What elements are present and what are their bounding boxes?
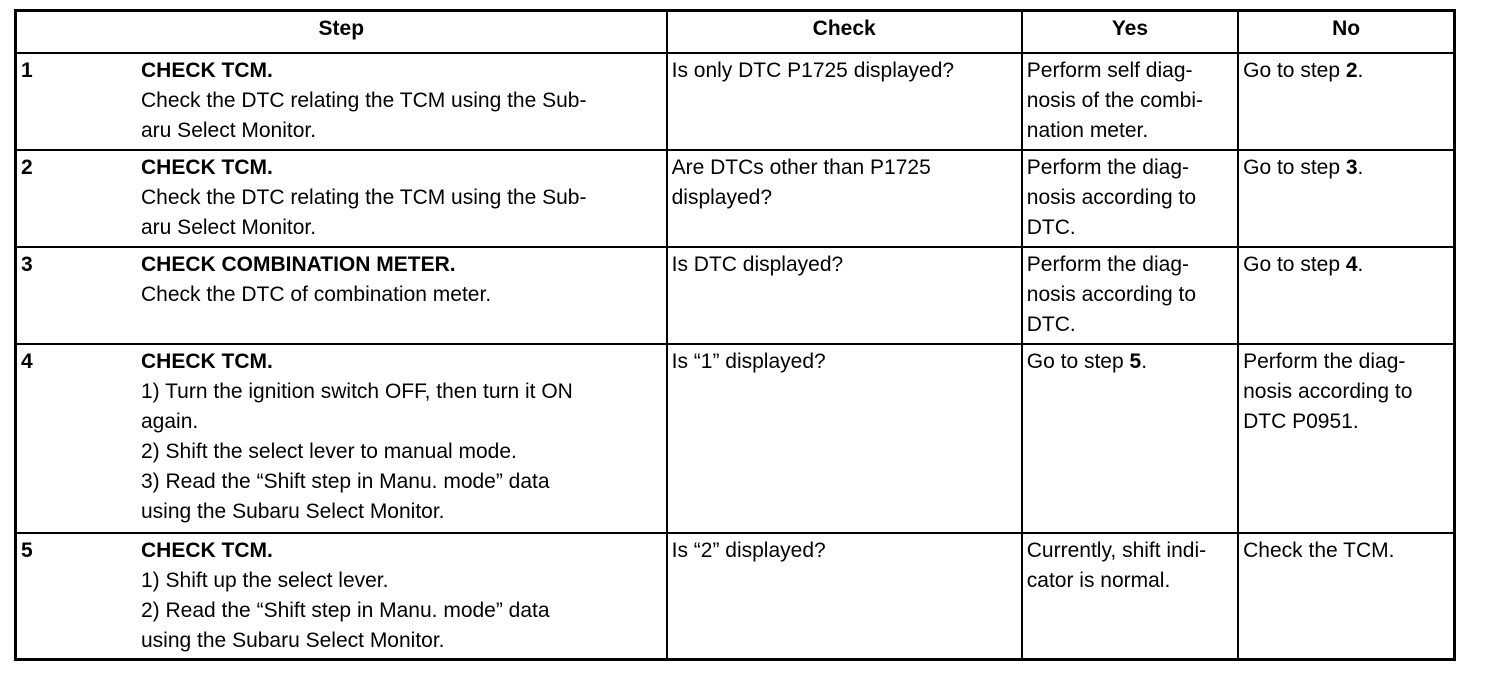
no-cell	[1238, 53, 1454, 150]
step-text: aru Select Monitor.	[141, 216, 317, 239]
step-text: Check the DTC of combination meter.	[141, 283, 492, 306]
step-text: Check the DTC relating the TCM using the Sub-	[141, 89, 587, 112]
step-title: CHECK TCM.	[141, 59, 273, 82]
check-text: Is only DTC P1725 displayed?	[671, 59, 955, 82]
step-cell	[16, 53, 667, 150]
step-text: Check the DTC relating the TCM using the Sub-	[141, 186, 587, 209]
step-text: 2) Shift the select lever to manual mode.	[141, 440, 517, 463]
step-number: 2	[21, 156, 33, 179]
yes-text: nosis according to	[1026, 186, 1197, 209]
step-cell	[16, 150, 667, 247]
header-check: Check	[667, 11, 1022, 54]
yes-text: nosis of the combi-	[1026, 89, 1204, 112]
yes-text: Perform self diag-	[1026, 59, 1193, 82]
step-title: CHECK COMBINATION METER.	[141, 253, 456, 276]
step-number: 1	[21, 59, 33, 82]
no-cell	[1238, 344, 1454, 533]
no-step-ref: 3	[1345, 156, 1358, 179]
yes-text-suffix: .	[1141, 350, 1148, 373]
yes-step-ref: 5	[1129, 350, 1142, 373]
yes-text: Perform the diag-	[1026, 156, 1190, 179]
check-text: Are DTCs other than P1725	[671, 156, 931, 179]
check-cell	[667, 344, 1022, 533]
no-text-suffix: .	[1357, 253, 1364, 276]
no-cell	[1238, 533, 1454, 659]
step-title: CHECK TCM.	[141, 350, 273, 373]
check-text: Is “2” displayed?	[671, 539, 826, 562]
yes-text: nosis according to	[1026, 283, 1197, 306]
no-text-suffix: .	[1357, 156, 1364, 179]
header-yes: Yes	[1022, 11, 1238, 54]
step-text: 1) Turn the ignition switch OFF, then turn it ON	[141, 380, 573, 403]
no-cell	[1238, 247, 1454, 344]
no-cell	[1238, 150, 1454, 247]
no-text: Go to step	[1243, 253, 1346, 276]
no-text: Perform the diag-	[1243, 350, 1406, 373]
yes-text: Go to step	[1026, 350, 1130, 373]
step-title: CHECK TCM.	[141, 539, 273, 562]
table-row	[16, 344, 1455, 533]
no-step-ref: 4	[1345, 253, 1358, 276]
yes-text: Perform the diag-	[1026, 253, 1190, 276]
step-text: 3) Read the “Shift step in Manu. mode” data	[141, 470, 550, 493]
step-title: CHECK TCM.	[141, 156, 273, 179]
check-cell	[667, 150, 1022, 247]
table-row	[16, 247, 1455, 344]
yes-cell	[1022, 247, 1238, 344]
yes-text: nation meter.	[1026, 119, 1149, 142]
diagnostic-table	[14, 9, 1456, 661]
step-cell	[16, 344, 667, 533]
check-cell	[667, 533, 1022, 659]
yes-cell	[1022, 344, 1238, 533]
step-text: aru Select Monitor.	[141, 119, 317, 142]
no-text: Check the TCM.	[1243, 539, 1395, 562]
yes-text: cator is normal.	[1026, 569, 1171, 592]
step-number: 4	[21, 350, 33, 373]
no-step-ref: 2	[1345, 59, 1358, 82]
step-text: again.	[141, 410, 199, 433]
step-text: 2) Read the “Shift step in Manu. mode” data	[141, 599, 550, 622]
header-step: Step	[16, 11, 667, 54]
yes-cell	[1022, 53, 1238, 150]
header-row	[16, 11, 1455, 54]
yes-text: DTC.	[1026, 216, 1076, 239]
no-text: Go to step	[1243, 59, 1346, 82]
yes-text: DTC.	[1026, 313, 1076, 336]
check-text: Is DTC displayed?	[671, 253, 844, 276]
step-text: using the Subaru Select Monitor.	[141, 629, 445, 652]
yes-cell	[1022, 533, 1238, 659]
check-cell	[667, 53, 1022, 150]
step-text: using the Subaru Select Monitor.	[141, 500, 445, 523]
step-number: 3	[21, 253, 33, 276]
check-cell	[667, 247, 1022, 344]
table-row	[16, 53, 1455, 150]
table-row	[16, 150, 1455, 247]
step-cell	[16, 533, 667, 659]
no-text-suffix: .	[1357, 59, 1364, 82]
step-cell	[16, 247, 667, 344]
check-text: displayed?	[671, 186, 773, 209]
table-row	[16, 533, 1455, 659]
step-number: 5	[21, 539, 33, 562]
yes-cell	[1022, 150, 1238, 247]
yes-text: Currently, shift indi-	[1026, 539, 1207, 562]
check-text: Is “1” displayed?	[671, 350, 826, 373]
no-text: nosis according to	[1243, 380, 1413, 403]
no-text: Go to step	[1243, 156, 1346, 179]
no-text: DTC P0951.	[1243, 410, 1359, 433]
header-no: No	[1238, 11, 1454, 54]
step-text: 1) Shift up the select lever.	[141, 569, 389, 592]
